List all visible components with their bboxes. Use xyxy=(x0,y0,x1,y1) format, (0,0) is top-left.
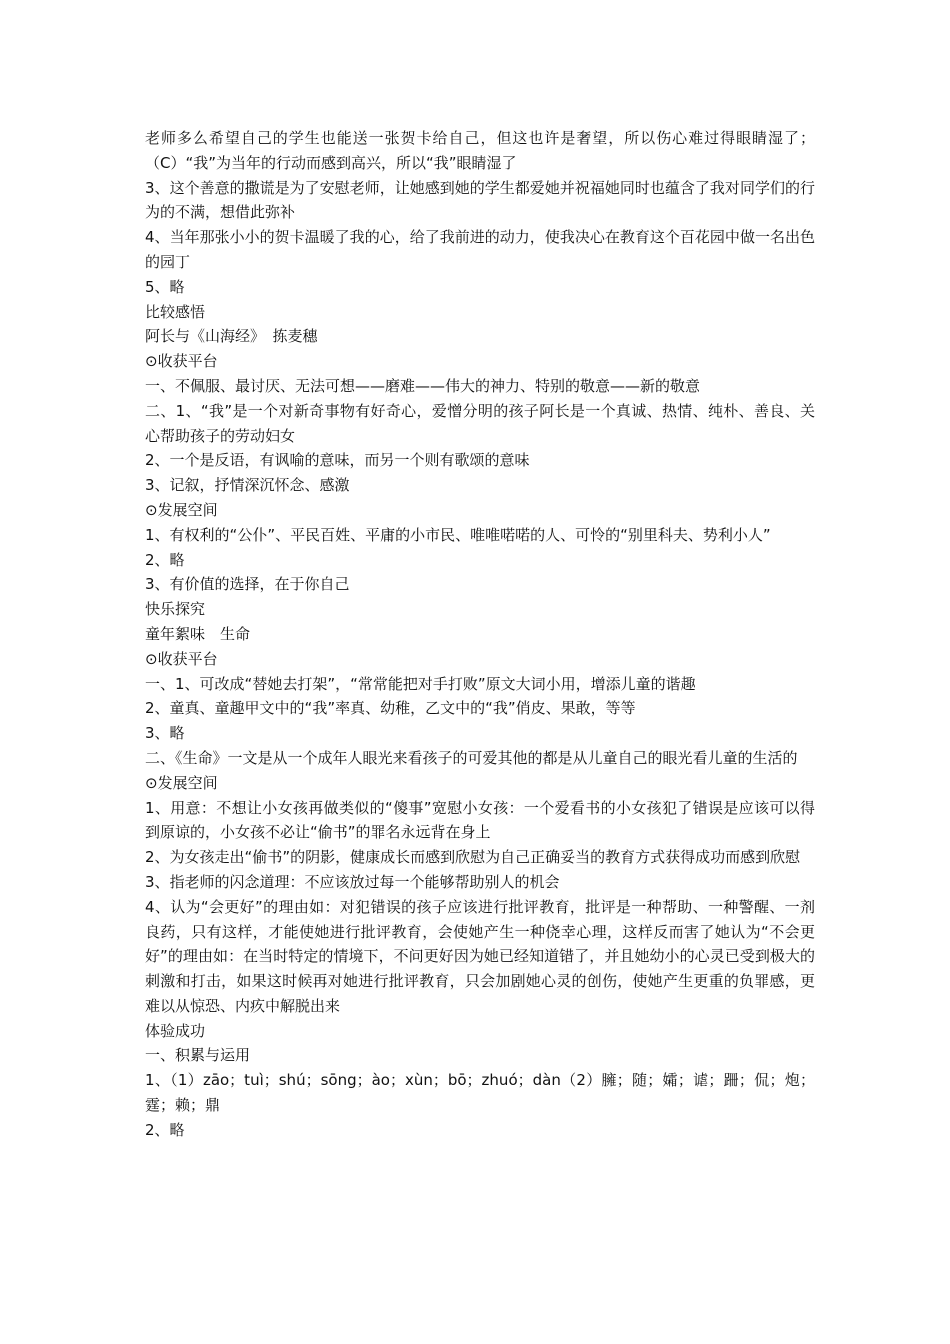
document-body xyxy=(145,126,815,1143)
section-heading: 快乐探究 xyxy=(145,600,206,619)
text-line: 2、略 xyxy=(145,550,185,569)
text-line: 老师多么希望自己的学生也能送一张贺卡给自己，但这也许是奢望，所以伤心难过得眼睛湿了；（C）“我”为当年的行动而感到高兴，所以“我”眼睛湿了 xyxy=(145,129,815,172)
section-heading: 比较感悟 xyxy=(145,302,206,321)
subsection-heading: ⊙收获平台 xyxy=(145,649,218,668)
subsection-heading: ⊙发展空间 xyxy=(145,773,218,792)
text-line: 3、记叙，抒情深沉怀念、感激 xyxy=(145,476,350,495)
text-line: 5、略 xyxy=(145,277,185,296)
subsection-heading: ⊙发展空间 xyxy=(145,500,218,519)
text-line: 2、略 xyxy=(145,1120,185,1139)
text-line: 1、（1）zāo；tuì；shú；sōng；ào；xùn；bō；zhuó；dàn（2）臃；随；孀；谑；跚；侃；炮；霆；赖；鼎 xyxy=(145,1071,815,1115)
text-line: 一、不佩服、最讨厌、无法可想——磨难——伟大的神力、特别的敬意——新的敬意 xyxy=(145,376,701,395)
text-line: 2、一个是反语，有讽喻的意味，而另一个则有歌颂的意味 xyxy=(145,451,530,470)
text-line: 1、有权利的“公仆”、平民百姓、平庸的小市民、唯唯喏喏的人、可怜的“别里科夫、势利小人” xyxy=(145,525,771,544)
text-line: 3、略 xyxy=(145,724,185,743)
subsection-heading: ⊙收获平台 xyxy=(145,352,218,371)
text-line: 4、当年那张小小的贺卡温暖了我的心，给了我前进的动力，使我决心在教育这个百花园中做一名出色的园丁 xyxy=(145,228,815,271)
text-line: 4、认为“会更好”的理由如：对犯错误的孩子应该进行批评教育，批评是一种帮助、一种警醒、一剂良药，只有这样，才能使她进行批评教育，会使她产生一种侥幸心理，这样反而害了她认为“不会更好”的理由如：在当时特定的情境下，不问更好因为她已经知道错了，并且她幼小的心灵已受到极大的刺激和打击，如果这时候再对她进行批评教育，只会加剧她心灵的创伤，使她产生更重的负罪感，更难以从惊恐、内疚中解脱出来 xyxy=(145,897,815,1015)
lesson-title: 童年絮味 生命 xyxy=(145,624,251,643)
lesson-title: 阿长与《山海经》 拣麦穗 xyxy=(145,327,318,346)
text-line: 3、这个善意的撒谎是为了安慰老师，让她感到她的学生都爱她并祝福她同时也蕴含了我对同学们的行为的不满，想借此弥补 xyxy=(145,178,815,222)
text-line: 二、《生命》一文是从一个成年人眼光来看孩子的可爱其他的都是从儿童自己的眼光看儿童的生活的 xyxy=(145,748,798,767)
text-line: 二、1、“我”是一个对新奇事物有好奇心，爱憎分明的孩子阿长是一个真诚、热情、纯朴、善良、关心帮助孩子的劳动妇女 xyxy=(145,401,815,445)
text-line: 3、指老师的闪念道理：不应该放过每一个能够帮助别人的机会 xyxy=(145,872,560,891)
section-heading: 体验成功 xyxy=(145,1021,206,1040)
text-line: 2、童真、童趣甲文中的“我”率真、幼稚，乙文中的“我”俏皮、果敢，等等 xyxy=(145,699,636,718)
text-line: 2、为女孩走出“偷书”的阴影，健康成长而感到欣慰为自己正确妥当的教育方式获得成功而感到欣慰 xyxy=(145,848,801,867)
text-line: 1、用意：不想让小女孩再做类似的“傻事”宽慰小女孩：一个爱看书的小女孩犯了错误是应该可以得到原谅的，小女孩不必让“偷书”的罪名永远背在身上 xyxy=(145,798,815,842)
text-line: 3、有价值的选择，在于你自己 xyxy=(145,575,350,594)
subsection-heading: 一、积累与运用 xyxy=(145,1046,251,1065)
text-line: 一、1、可改成“替她去打架”，“常常能把对手打败”原文大词小用，增添儿童的谐趣 xyxy=(145,674,696,693)
